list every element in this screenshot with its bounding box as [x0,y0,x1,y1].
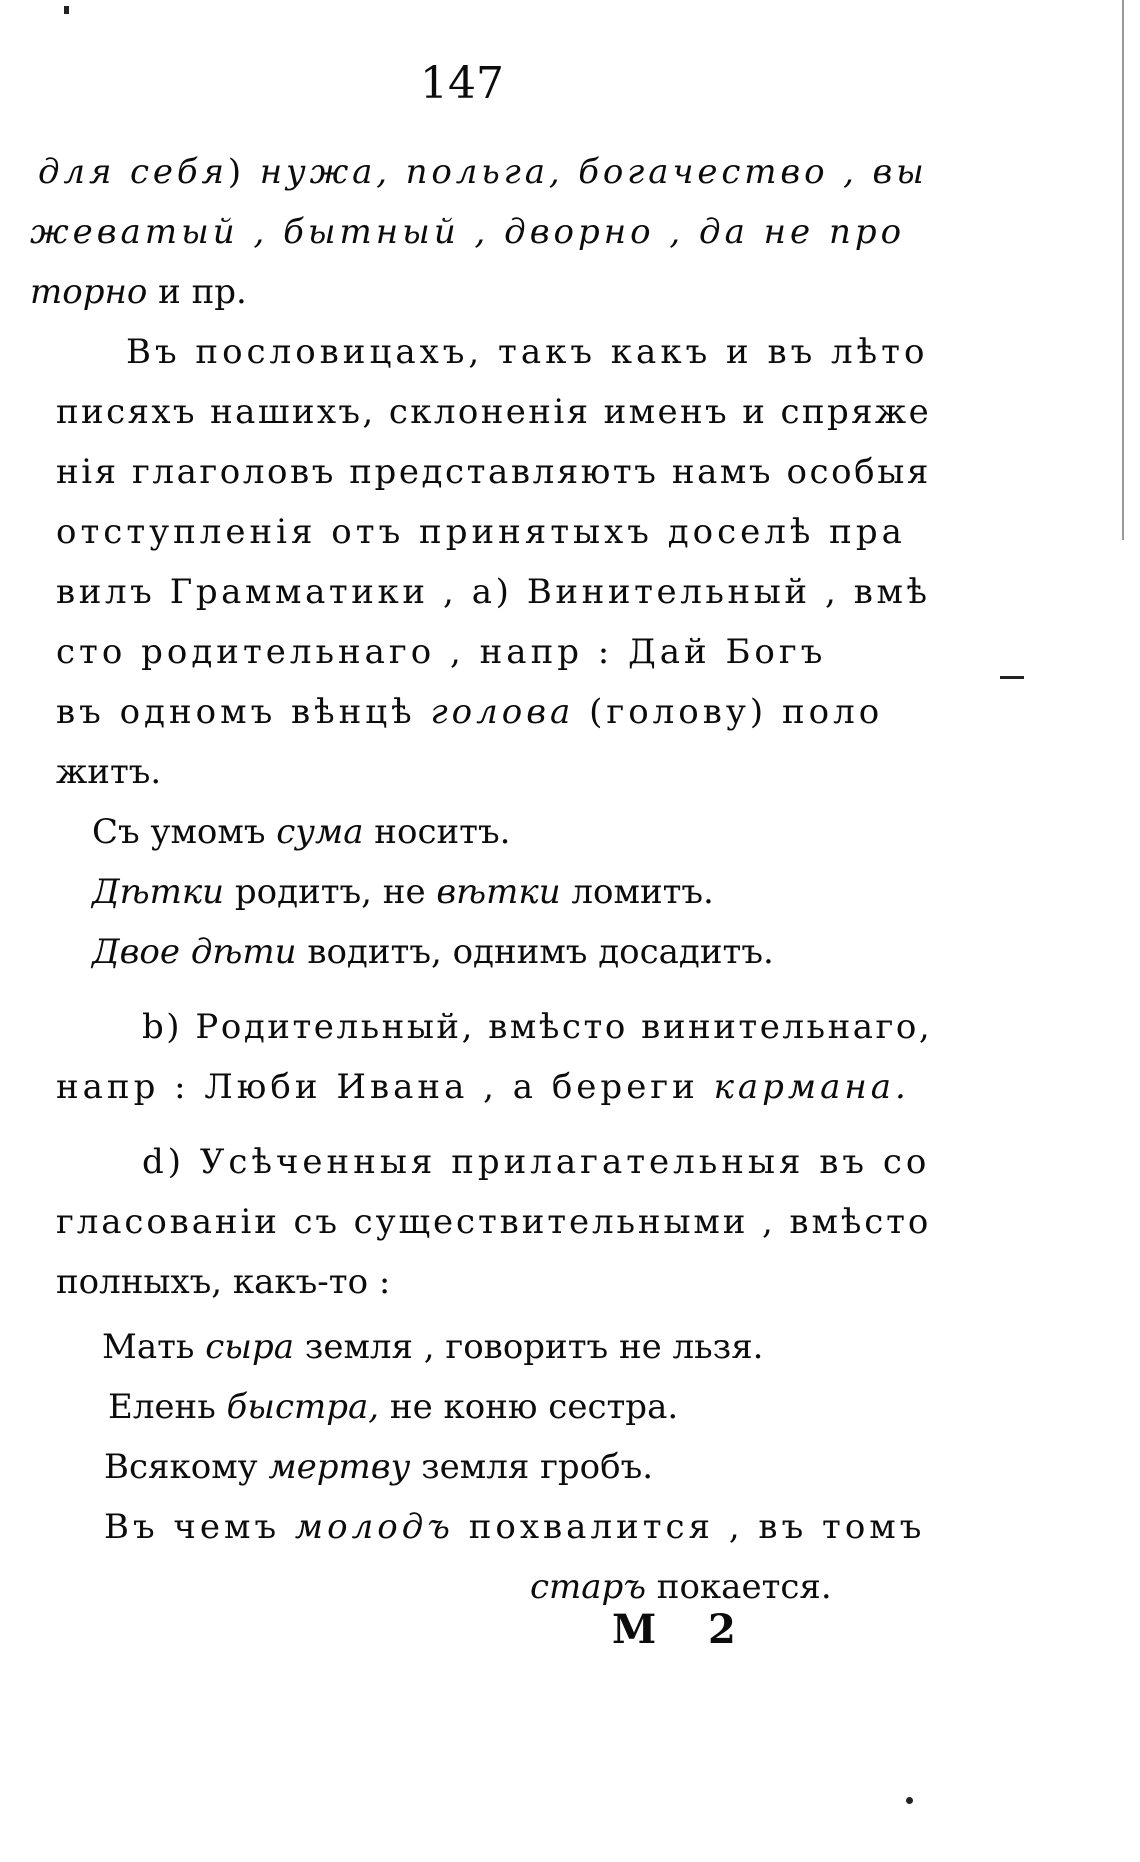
text-segment: Всякому [104,1447,269,1487]
signature-letter: М [612,1606,657,1653]
italic-text: вѣтки [436,872,561,912]
text-segment: въ одномъ вѣнцѣ [56,692,431,732]
italic-text: молодъ [294,1507,454,1547]
text-line [56,1067,910,1107]
text-segment: (голову) поло [574,692,884,732]
text-segment: сто родительнаго , напр : Дай Богъ [56,632,827,672]
text-line [56,1262,391,1302]
italic-text: Дѣтки [92,872,225,912]
italic-text: старъ [530,1567,646,1607]
text-segment: писяхъ нашихъ, склоненія именъ и спряже [56,392,932,432]
text-line [30,212,906,252]
text-line [56,452,931,492]
text-segment: носитъ. [363,812,511,852]
text-line [142,1007,933,1047]
page-number: 147 [420,58,504,109]
text-line [56,1202,932,1242]
text-line [104,1447,654,1487]
text-segment: житъ. [56,752,162,792]
text-segment: Съ умомъ [92,812,277,852]
text-segment: водитъ, однимъ досадитъ. [296,932,774,972]
text-line [530,1567,832,1607]
text-segment: Въ пословицахъ, такъ какъ и въ лѣто [126,332,929,372]
text-segment: родитъ, не [224,872,437,912]
text-line [56,692,884,732]
text-segment: гласованіи съ существительными , вмѣсто [56,1202,932,1242]
margin-mark [906,1797,913,1804]
italic-text: сума [276,812,364,852]
text-segment: нія глаголовъ представляютъ намъ особыя [56,452,931,492]
italic-text: жеватый , бытный , дворно , да не про [30,212,906,252]
text-segment: полныхъ, какъ-то : [56,1262,391,1302]
text-line [92,932,774,972]
text-segment: Мать [102,1327,206,1367]
text-line [38,152,928,192]
text-line [56,752,162,792]
text-segment: ) [227,152,260,192]
text-line [126,332,929,372]
text-line [30,272,247,312]
italic-text: сыра [205,1327,294,1367]
text-line [92,872,714,912]
text-segment: земля , говоритъ не льзя. [294,1327,764,1367]
text-line [108,1387,679,1427]
text-segment: и пр. [147,272,247,312]
italic-text: мертву [268,1447,411,1487]
text-segment: не коню сестра. [379,1387,679,1427]
text-segment: d) Усѣченныя прилагательныя въ со [142,1142,931,1182]
text-segment: похвалится , въ томъ [453,1507,926,1547]
text-line [56,392,932,432]
italic-text: голова [430,692,575,732]
text-line [56,632,827,672]
italic-text: кармана. [713,1067,910,1107]
italic-text: Двое дѣти [92,932,297,972]
text-segment: напр : Люби Ивана , а береги [56,1067,714,1107]
text-segment: ломитъ. [560,872,714,912]
italic-text: нужа, польга, богачество , вы [259,152,928,192]
text-line [104,1507,926,1547]
text-line [56,572,931,612]
text-segment: покается. [645,1567,832,1607]
italic-text: для себя [38,152,228,192]
margin-mark [1000,676,1024,679]
text-segment: отступленія отъ принятыхъ доселѣ пра [56,512,906,552]
text-line [102,1327,764,1367]
text-line [142,1142,931,1182]
text-segment: земля гробъ. [410,1447,654,1487]
text-segment: Елень [108,1387,227,1427]
text-line [56,512,906,552]
signature-number: 2 [708,1606,736,1653]
text-segment: вилъ Грамматики , а) Винительный , вмѣ [56,572,931,612]
text-line [92,812,511,852]
italic-text: торно [30,272,148,312]
margin-mark [64,6,69,14]
italic-text: быстра, [226,1387,380,1427]
text-segment: b) Родительный, вмѣсто винительнаго, [142,1007,933,1047]
scan-edge-line [1122,0,1124,540]
text-segment: Въ чемъ [104,1507,295,1547]
